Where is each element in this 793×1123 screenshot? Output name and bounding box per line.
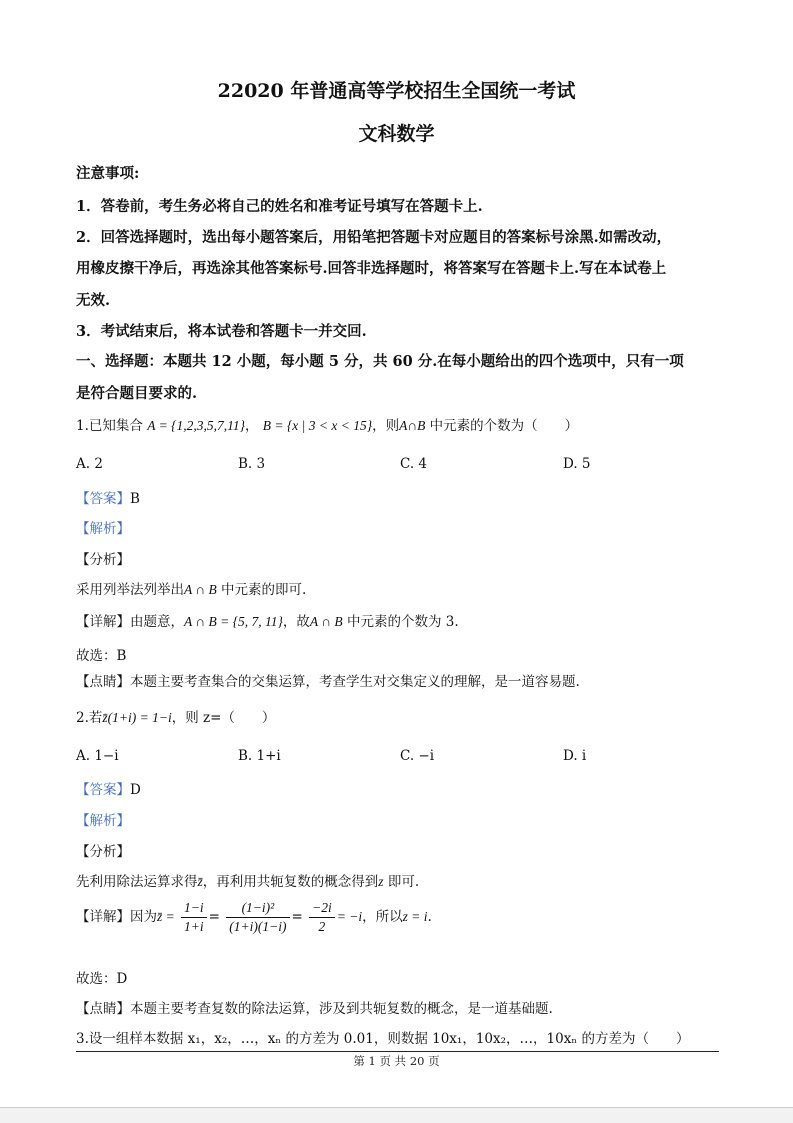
question-number: 3. [76,1031,89,1047]
option-c: C. −i [400,748,435,764]
fenxi-text-pre: 先利用除法运算求得 [76,874,198,890]
stem-text: 已知集合 [88,418,143,434]
fraction-denominator: (1+i)(1−i) [229,919,287,934]
notice-heading: 注意事项: [76,165,140,182]
fenxi-text [76,578,306,598]
comment-tag: 【点睛】 [76,1001,130,1017]
detail-text-post: 中元素的个数为 3. [346,614,459,630]
math-expr: A ∩ B [184,582,217,597]
answer-row [76,778,141,798]
answer-tag: 【答案】 [76,782,130,798]
notice-item: 用橡皮擦干净后，再选涂其他答案标号.回答非选择题时，将答案写在答题卡上.写在本试卷上 [76,260,667,277]
fenxi-tag: 【分析】 [76,844,130,860]
choose-line: 故选：B [76,648,127,664]
fraction [309,899,335,936]
stem-text: 设一组样本数据 x₁，x₂，…，xₙ 的方差为 0.01，则数据 10x₁，10x₂，…，10xₙ 的方差为（ ） [88,1031,690,1047]
section-heading-cont: 是符合题目要求的. [76,385,198,402]
fraction-denominator: 2 [318,919,326,934]
fraction-numerator: (1−i)² [226,899,289,918]
math-expr: z̄(1+i) = 1−i [102,710,172,725]
answer-value: B [130,491,140,507]
option-a: A. 2 [76,456,103,472]
set-a: A = {1,2,3,5,7,11} [147,418,245,433]
exam-subtitle: 文科数学 [358,123,435,145]
detail-tag: 【详解】 [76,909,130,925]
detail-text-post: . [427,909,432,925]
fenxi-text-post: 中元素的即可. [221,582,307,598]
page-footer: 第 1 页 共 20 页 [353,1054,440,1068]
detail-text [76,610,459,630]
option-d: D. 5 [563,456,591,472]
fenxi-tag: 【分析】 [76,552,130,568]
comment-text: 本题主要考查复数的除法运算，涉及到共轭复数的概念，是一道基础题. [130,1001,553,1017]
answer-tag: 【答案】 [76,491,130,507]
detail-text-mid: ，所以 [362,909,403,925]
notice-item: 3．考试结束后，将本试卷和答题卡一并交回. [76,323,367,340]
option-b: B. 3 [238,456,266,472]
notice-item: 2．回答选择题时，选出每小题答案后，用铅笔把答题卡对应题目的答案标号涂黑.如需改动， [76,229,672,246]
stem-text: ，则 z=（ ） [171,710,276,726]
choose-line: 故选：D [76,971,128,987]
fraction [226,899,289,936]
stem-text: ，则 [372,418,400,434]
fraction-numerator: −2i [309,899,335,918]
math-expr: z̄ [197,874,203,889]
notice-item: 1．答卷前，考生务必将自己的姓名和准考证号填写在答题卡上. [76,198,483,215]
math-expr: A ∩ B [309,614,343,629]
viewer-bottom-bar [0,1107,793,1123]
detail-tag: 【详解】 [76,614,130,630]
comment-line [76,670,580,690]
math-expr: z = i [402,909,428,924]
fenxi-text-pre: 采用列举法列举出 [76,582,184,598]
answer-row [76,487,140,507]
detail-equation: 【详解】因为z̄ = $\frac{1-i}{1+i}$ = $\frac{\text{(1−i)²}}{(1+i)(1-i)}$ = $\frac{-2i}{2}$ = −i，所以z = i. [76,900,432,934]
math-expr: = −i [336,909,363,924]
analysis-tag: 【解析】 [76,813,130,829]
detail-text-pre: 由题意， [130,614,184,630]
fenxi-text-post: 即可. [387,874,420,890]
option-c: C. 4 [400,456,428,472]
math-expr: z [378,874,384,889]
fraction-numerator: 1−i [181,899,207,918]
detail-text-mid: ，故 [282,614,310,630]
intersection-expr: A∩B [399,418,426,433]
fenxi-text [76,870,419,890]
section-heading: 一、选择题：本题共 12 小题，每小题 5 分，共 60 分.在每小题给出的四个选项中，只有一项 [76,353,684,370]
option-a: A. 1−i [76,748,119,764]
question-1-stem: 1.已知集合 A = {1,2,3,5,7,11}， B = {x | 3 < x < 15}，则A∩B 中元素的个数为（ ） [76,418,579,434]
fenxi-text-mid: ，再利用共轭复数的概念得到 [202,874,379,890]
math-expr: A ∩ B = {5, 7, 11} [184,614,283,629]
comment-text: 本题主要考查集合的交集运算，考查学生对交集定义的理解，是一道容易题. [130,674,580,690]
question-3-stem [76,1027,689,1047]
comment-tag: 【点睛】 [76,674,130,690]
comment-line [76,997,553,1017]
footer-divider [76,1051,719,1052]
question-number: 1. [76,418,89,434]
fraction [181,899,207,936]
question-number: 2. [76,710,89,726]
math-expr: z̄ = [157,909,175,924]
option-b: B. 1+i [238,748,281,764]
set-b: B = {x | 3 < x < 15} [262,418,373,433]
question-2-stem [76,706,275,726]
stem-text: 中元素的个数为（ ） [429,418,579,434]
analysis-tag: 【解析】 [76,521,130,537]
exam-title: 22020 年普通高等学校招生全国统一考试 [217,80,576,102]
option-d: D. i [563,748,587,764]
notice-item: 无效. [76,292,111,309]
fraction-denominator: 1+i [184,919,204,934]
answer-value: D [130,782,141,798]
stem-text: 若 [88,710,103,726]
detail-text-pre: 因为 [130,909,157,925]
